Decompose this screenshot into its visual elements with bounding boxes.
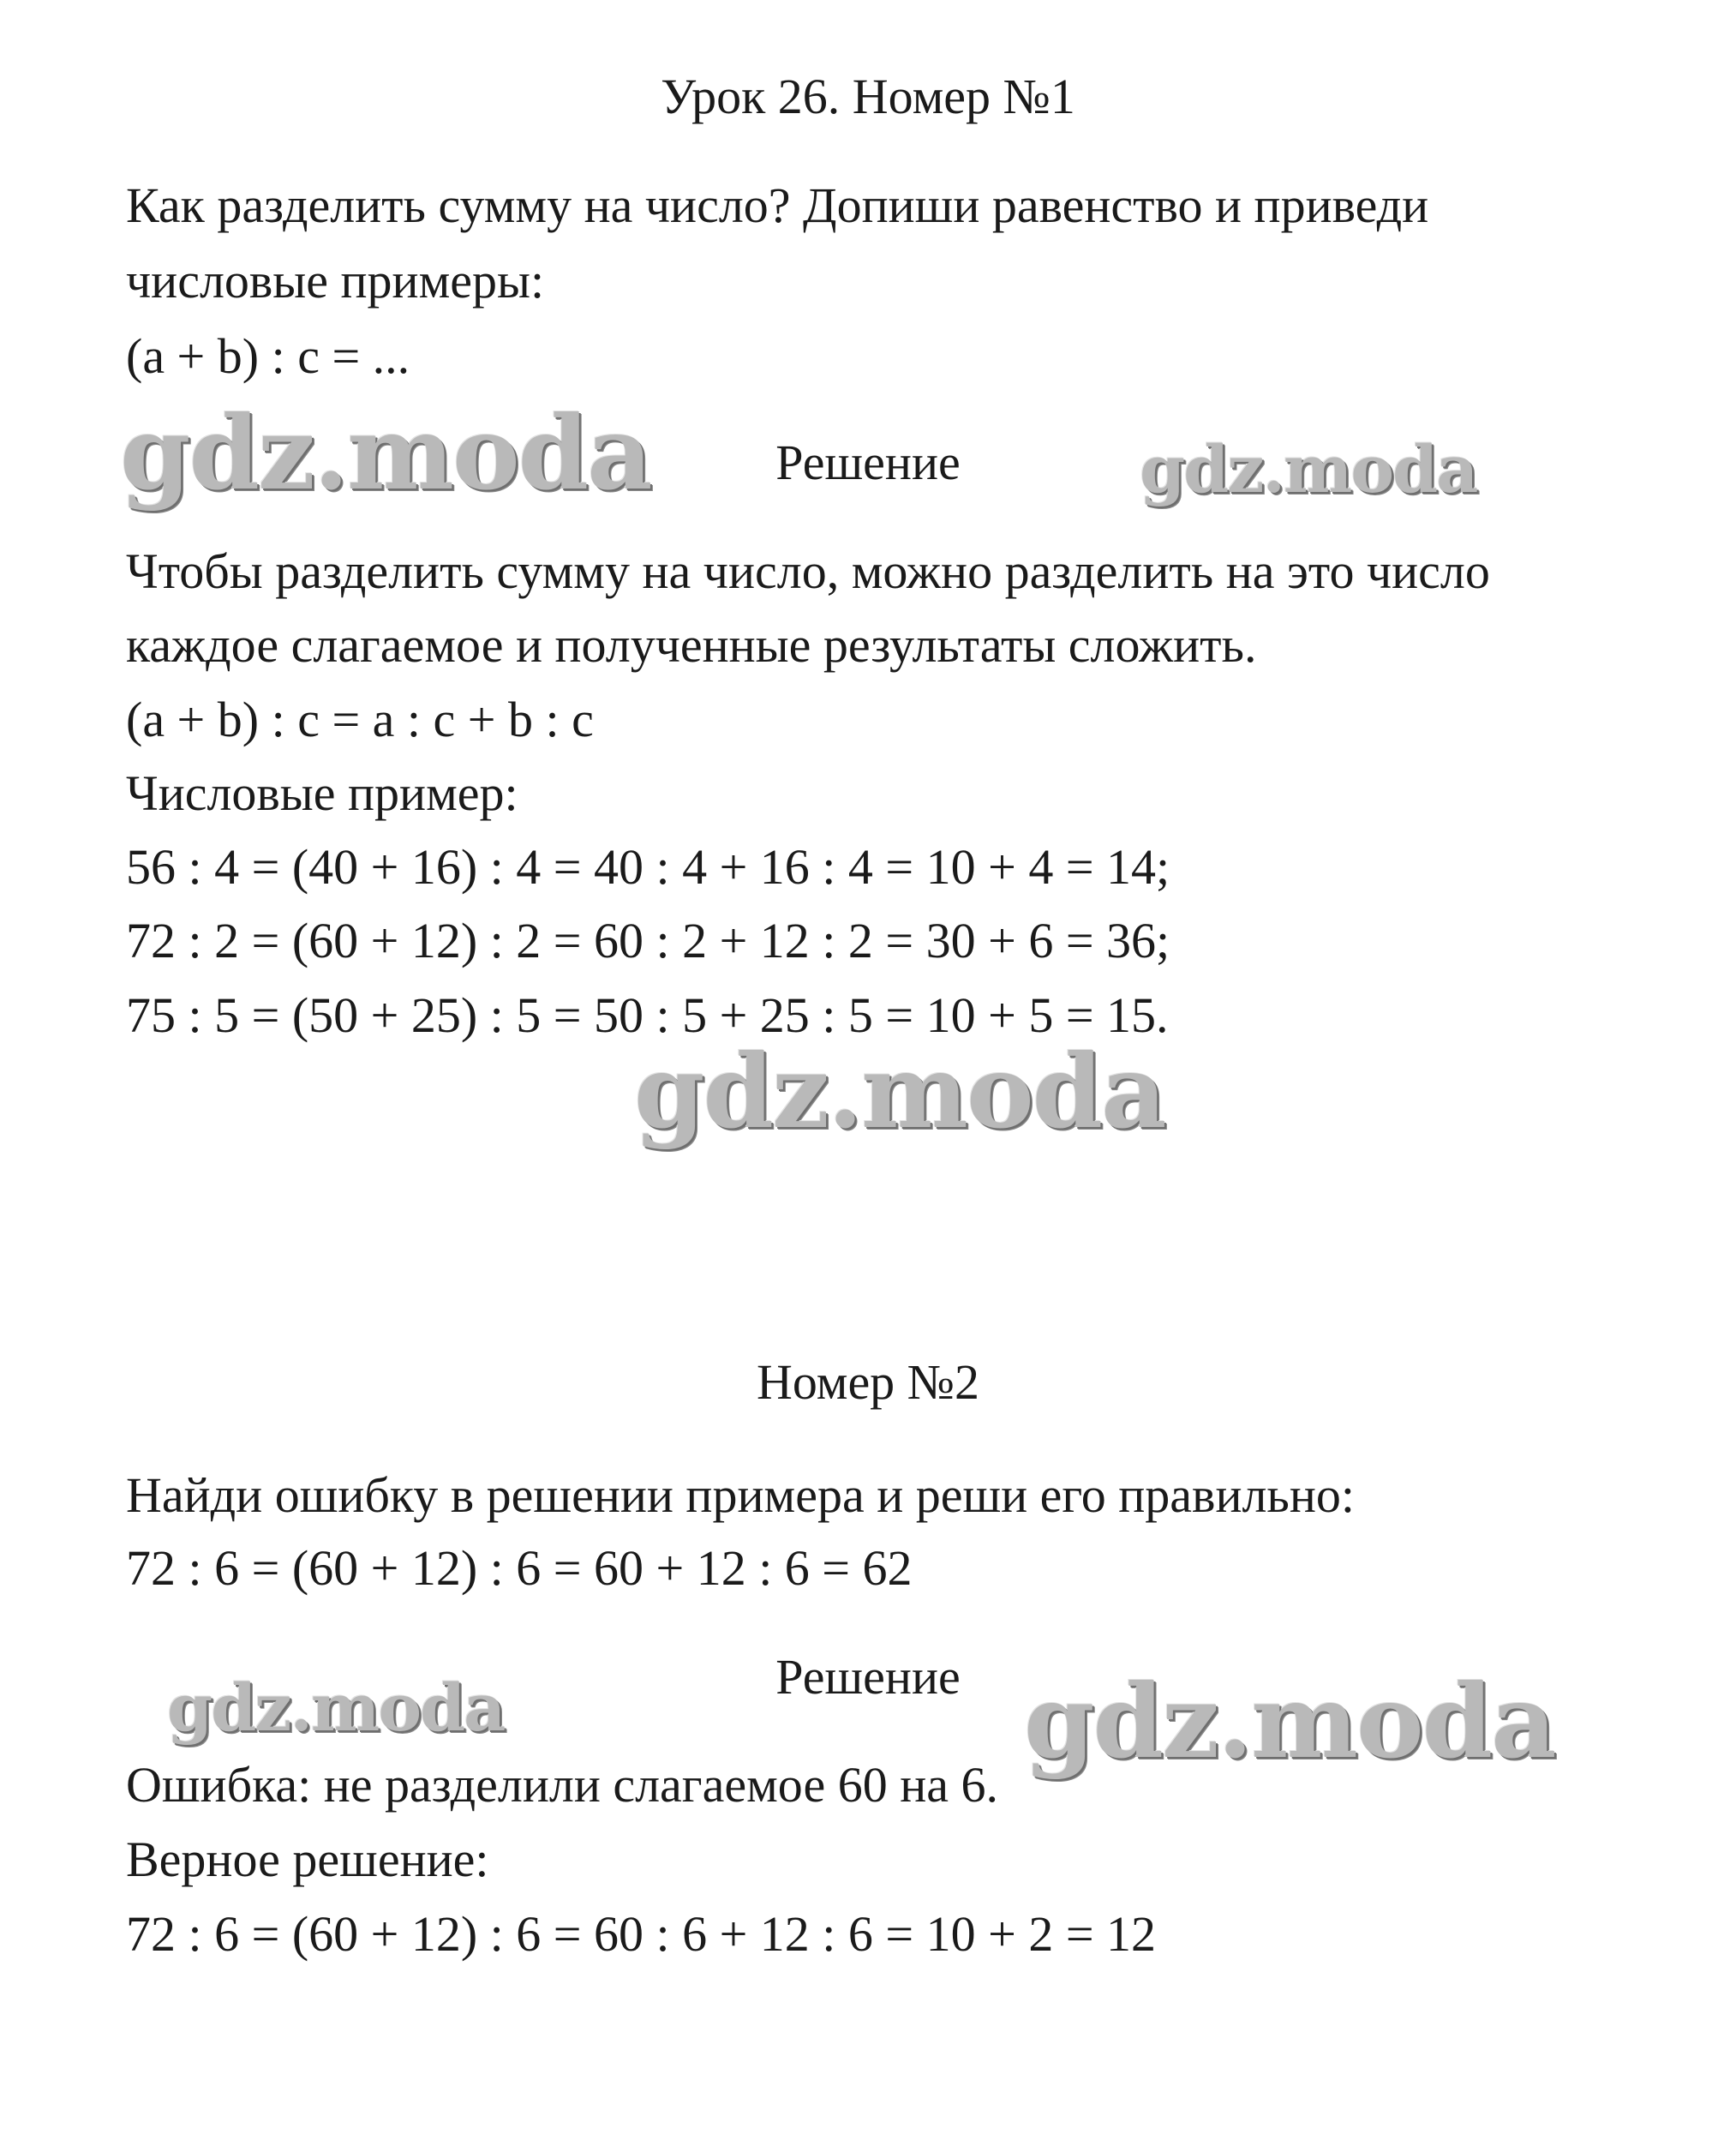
task2-heading: Номер №2 (756, 1354, 980, 1410)
task1-example: 72 : 2 = (60 + 12) : 2 = 60 : 2 + 12 : 2 = 30 + 6 = 36; (126, 913, 1170, 968)
page-title: Урок 26. Номер №1 (661, 69, 1075, 124)
task2-correct-label: Верное решение: (126, 1831, 489, 1887)
task1-examples-label: Числовые пример: (126, 765, 518, 821)
task1-question-line2: числовые примеры: (126, 253, 545, 309)
task1-example: 56 : 4 = (40 + 16) : 4 = 40 : 4 + 16 : 4 = 10 + 4 = 14; (126, 839, 1170, 895)
watermark-logo: gdz.moda (120, 393, 651, 513)
task2-error-text: Ошибка: не разделили слагаемое 60 на 6. (126, 1757, 999, 1813)
watermark-logo: gdz.moda (1140, 431, 1477, 507)
watermark-logo: gdz.moda (634, 1032, 1165, 1151)
task1-question-line1: Как разделить сумму на число? Допиши равенство и приведи (126, 177, 1429, 233)
task2-question: Найди ошибку в решении примера и реши его правильно: (126, 1467, 1356, 1523)
watermark-logo: gdz.moda (167, 1669, 505, 1746)
task1-formula: (a + b) : c = ... (126, 328, 410, 384)
task1-answer-line2: каждое слагаемое и полученные результаты сложить. (126, 617, 1257, 673)
task2-correct-example: 72 : 6 = (60 + 12) : 6 = 60 : 6 + 12 : 6 = 10 + 2 = 12 (126, 1906, 1157, 1962)
task1-answer-line1: Чтобы разделить сумму на число, можно разделить на это число (126, 543, 1490, 599)
task1-answer-formula: (a + b) : c = a : c + b : c (126, 692, 594, 747)
task2-wrong-example: 72 : 6 = (60 + 12) : 6 = 60 + 12 : 6 = 62 (126, 1540, 913, 1596)
task1-example: 75 : 5 = (50 + 25) : 5 = 50 : 5 + 25 : 5 = 10 + 5 = 15. (126, 987, 1169, 1043)
task2-solution-label: Решение (775, 1649, 961, 1705)
watermark-logo: gdz.moda (1024, 1662, 1555, 1781)
task1-solution-label: Решение (775, 435, 961, 490)
